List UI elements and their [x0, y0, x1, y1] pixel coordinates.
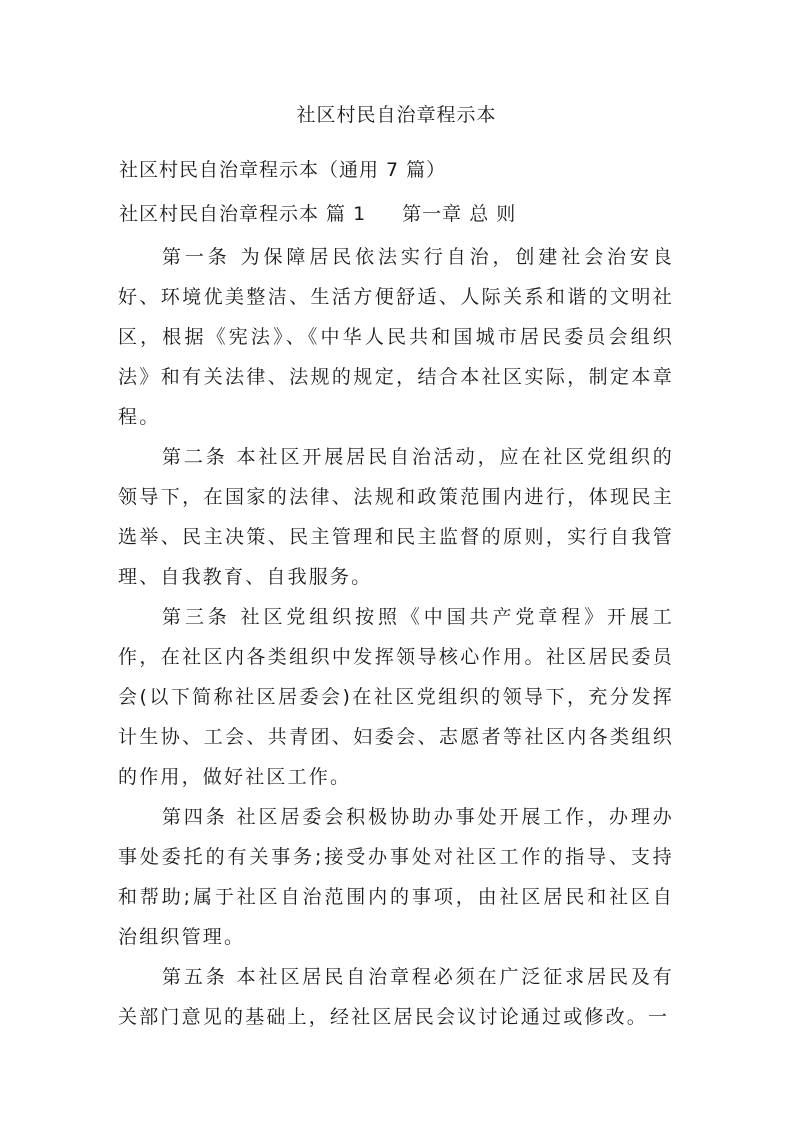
section-heading [119, 199, 516, 229]
document-body [118, 237, 674, 1037]
article-paragraph: 第四条 社区居委会积极协助办事处开展工作，办理办事处委托的有关事务;接受办事处对社区工作的指导、支持和帮助;属于社区自治范围内的事项，由社区居民和社区自治组织管理。 [118, 806, 674, 948]
article-paragraph: 第五条 本社区居民自治章程必须在广泛征求居民及有关部门意见的基础上，经社区居民会议讨论通过或修改。一 [118, 966, 674, 1028]
article-paragraph: 第一条 为保障居民依法实行自治，创建社会治安良好、环境优美整洁、生活方便舒适、人际关系和谐的文明社区，根据《宪法》、《中华人民共和国城市居民委员会组织法》和有关法律、法规的规定，结合本社区实际，制定本章程。 [118, 246, 674, 428]
part-title: 社区村民自治章程示本 篇 1 [119, 203, 367, 225]
article-paragraph: 第三条 社区党组织按照《中国共产党章程》开展工作，在社区内各类组织中发挥领导核心作用。社区居民委员会(以下简称社区居委会)在社区党组织的领导下，充分发挥计生协、工会、共青团、妇委会、志愿者等社区内各类组织的作用，做好社区工作。 [118, 606, 674, 788]
document-title: 社区村民自治章程示本 [296, 104, 497, 126]
document-subtitle: 社区村民自治章程示本（通用 7 篇） [119, 159, 447, 181]
article-paragraph: 第二条 本社区开展居民自治活动，应在社区党组织的领导下，在国家的法律、法规和政策范围内进行，体现民主选举、民主决策、民主管理和民主监督的原则，实行自我管理、自我教育、自我服务。 [118, 446, 674, 588]
chapter-title: 第一章 总 则 [402, 203, 517, 225]
